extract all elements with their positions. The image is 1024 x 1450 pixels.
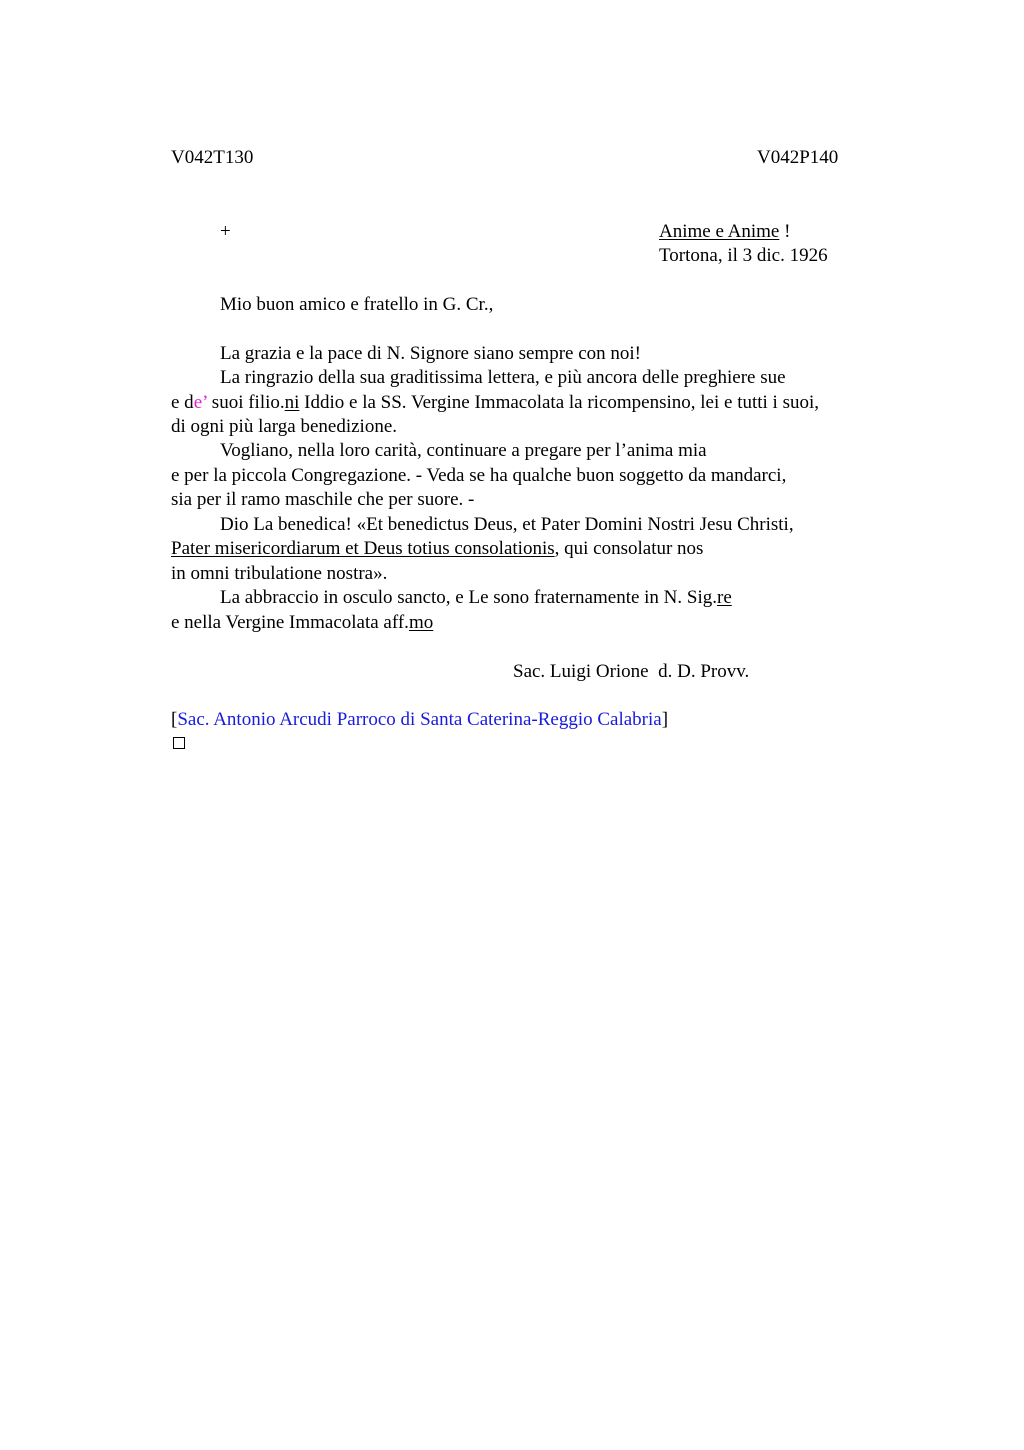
body-line: in omni tribulatione nostra». (171, 563, 388, 584)
place-date: Tortona, il 3 dic. 1926 (659, 245, 828, 266)
signature: Sac. Luigi Orione d. D. Provv. (513, 661, 750, 682)
header-left-code: V042T130 (171, 147, 254, 168)
text-run: suoi filio. (207, 392, 285, 413)
checkbox-square-icon (173, 737, 185, 749)
abbrev-suffix: mo (408, 612, 434, 633)
text-run: e nella Vergine Immacolata aff. (171, 612, 409, 633)
underlined-quote: Pater misericordiarum et Deus totius consolationis (171, 538, 555, 559)
body-line (171, 391, 819, 415)
motto-text: Anime e Anime (659, 221, 780, 242)
abbrev-suffix: re (717, 587, 732, 608)
salutation: Mio buon amico e fratello in G. Cr., (220, 294, 494, 315)
emendation: e’ (193, 392, 208, 413)
body-line: La grazia e la pace di N. Signore siano sempre con noi! (220, 343, 642, 364)
cross-mark: + (220, 221, 231, 242)
body-line (171, 537, 703, 561)
body-line: sia per il ramo maschile che per suore. - (171, 489, 475, 510)
bracket-close: ] (661, 709, 669, 730)
body-line (220, 586, 732, 610)
body-line: La ringrazio della sua graditissima lettera, e più ancora delle preghiere sue (220, 367, 786, 388)
body-line: Vogliano, nella loro carità, continuare a pregare per l’anima mia (220, 440, 707, 461)
recipient-line (171, 708, 668, 732)
recipient-name: Sac. Antonio Arcudi Parroco di Santa Caterina-Reggio Calabria (177, 709, 662, 730)
text-run: e d (171, 392, 194, 413)
body-line (171, 611, 433, 635)
motto-suffix: ! (779, 221, 791, 242)
body-line: e per la piccola Congregazione. - Veda se ha qualche buon soggetto da mandarci, (171, 465, 787, 486)
abbrev-suffix: ni (284, 392, 300, 413)
header-right-code: V042P140 (757, 147, 839, 168)
text-run: Iddio e la SS. Vergine Immacolata la ricompensino, lei e tutti i suoi, (299, 392, 820, 413)
motto (659, 220, 790, 244)
text-run: , qui consolatur nos (554, 538, 704, 559)
body-line: Dio La benedica! «Et benedictus Deus, et Pater Domini Nostri Jesu Christi, (220, 514, 794, 535)
bracket-open: [ (171, 709, 178, 730)
body-line: di ogni più larga benedizione. (171, 416, 398, 437)
text-run: La abbraccio in osculo sancto, e Le sono fraternamente in N. Sig. (220, 587, 717, 608)
